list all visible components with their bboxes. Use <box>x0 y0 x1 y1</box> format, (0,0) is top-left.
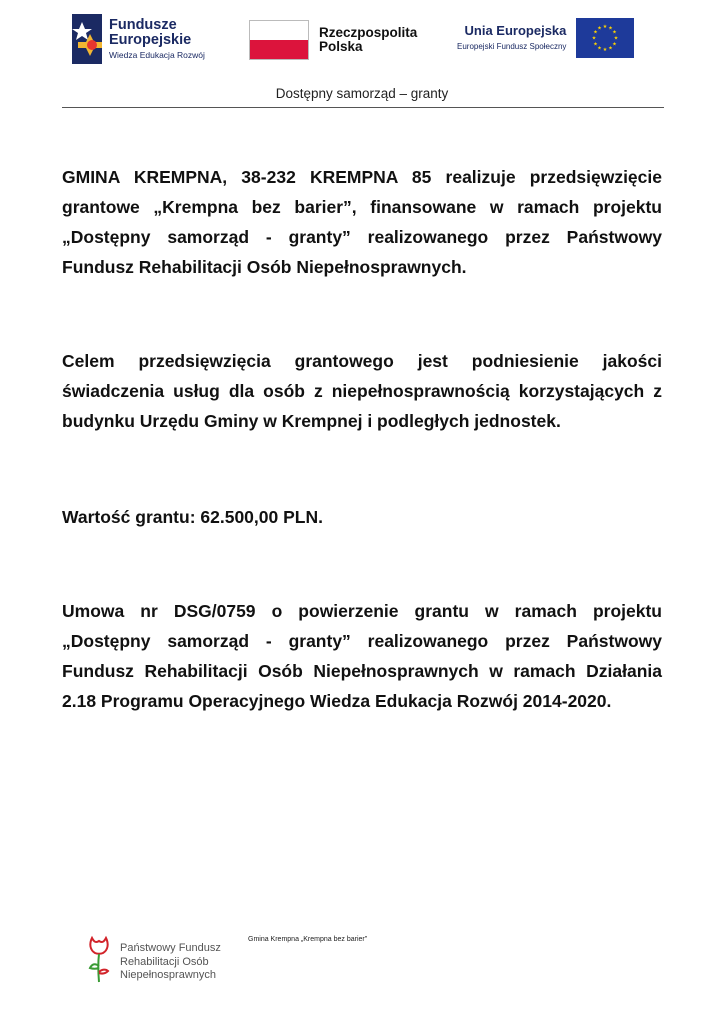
fundusze-europejskie-icon <box>72 14 102 64</box>
fundusze-subtitle: Wiedza Edukacja Rozwój <box>109 50 205 61</box>
svg-text:★: ★ <box>612 29 618 36</box>
rzeczpospolita-polska-logo <box>249 20 417 60</box>
svg-text:★: ★ <box>597 25 603 32</box>
pfron-line-1: Państwowy Fundusz <box>120 942 221 954</box>
polska-line-1: Rzeczpospolita <box>319 24 418 40</box>
page-header-title: Dostępny samorząd – granty <box>275 86 449 101</box>
svg-text:★: ★ <box>603 24 608 30</box>
svg-text:★: ★ <box>593 29 599 36</box>
pfron-logo <box>86 934 221 984</box>
polska-line-2: Polska <box>319 39 363 54</box>
paragraph-cel: Celem przedsięwzięcia grantowego jest podniesienie jakości świadczenia usług dla osób z niepełnosprawnością korzystających z budynku Urzędu Gminy w Krempnej i podległych jednostek. <box>62 351 662 431</box>
paragraph-wartosc: Wartość grantu: 62.500,00 PLN. <box>62 507 323 527</box>
pfron-line-3: Niepełnosprawnych <box>120 969 216 981</box>
svg-text:★: ★ <box>614 35 619 42</box>
ue-title: Unia Europejska <box>464 23 567 39</box>
svg-text:★: ★ <box>603 47 608 53</box>
fundusze-title-1: Fundusze <box>109 16 177 33</box>
pfron-line-2: Rehabilitacji Osób <box>120 955 209 968</box>
fundusze-title-2: Europejskie <box>109 32 192 49</box>
ue-subtitle: Europejski Fundusz Społeczny <box>457 41 567 51</box>
logo-bar <box>0 12 724 68</box>
tulip-icon <box>86 934 112 984</box>
svg-text:★: ★ <box>608 25 614 32</box>
unia-europejska-logo <box>457 18 634 58</box>
paragraph-realizacja: GMINA KREMPNA, 38-232 KREMPNA 85 realizuje przedsięwzięcie grantowe „Krempna bez barier”, finansowane w ramach projektu „Dostępny samorząd - granty” realizowanego przez Państwowy Fundusz Rehabilitacji Osób Niepełnosprawnych. <box>62 167 662 277</box>
footer-caption: Gmina Krempna „Krempna bez barier” <box>248 936 368 943</box>
eu-flag-icon <box>576 18 634 58</box>
fundusze-europejskie-logo <box>72 14 205 64</box>
header-divider <box>62 107 664 108</box>
svg-text:★: ★ <box>597 45 603 52</box>
polish-flag-icon <box>249 20 309 60</box>
svg-text:★: ★ <box>612 41 618 48</box>
svg-text:★: ★ <box>593 41 599 48</box>
paragraph-umowa: Umowa nr DSG/0759 o powierzenie grantu w ramach projektu „Dostępny samorząd - granty” realizowanego przez Państwowy Fundusz Rehabilitacji Osób Niepełnosprawnych w ramach Działania 2.18 Programu Operacyjnego Wiedza Edukacja Rozwój 2014-2020. <box>62 601 662 711</box>
svg-text:★: ★ <box>608 45 614 52</box>
svg-text:★: ★ <box>592 35 597 42</box>
